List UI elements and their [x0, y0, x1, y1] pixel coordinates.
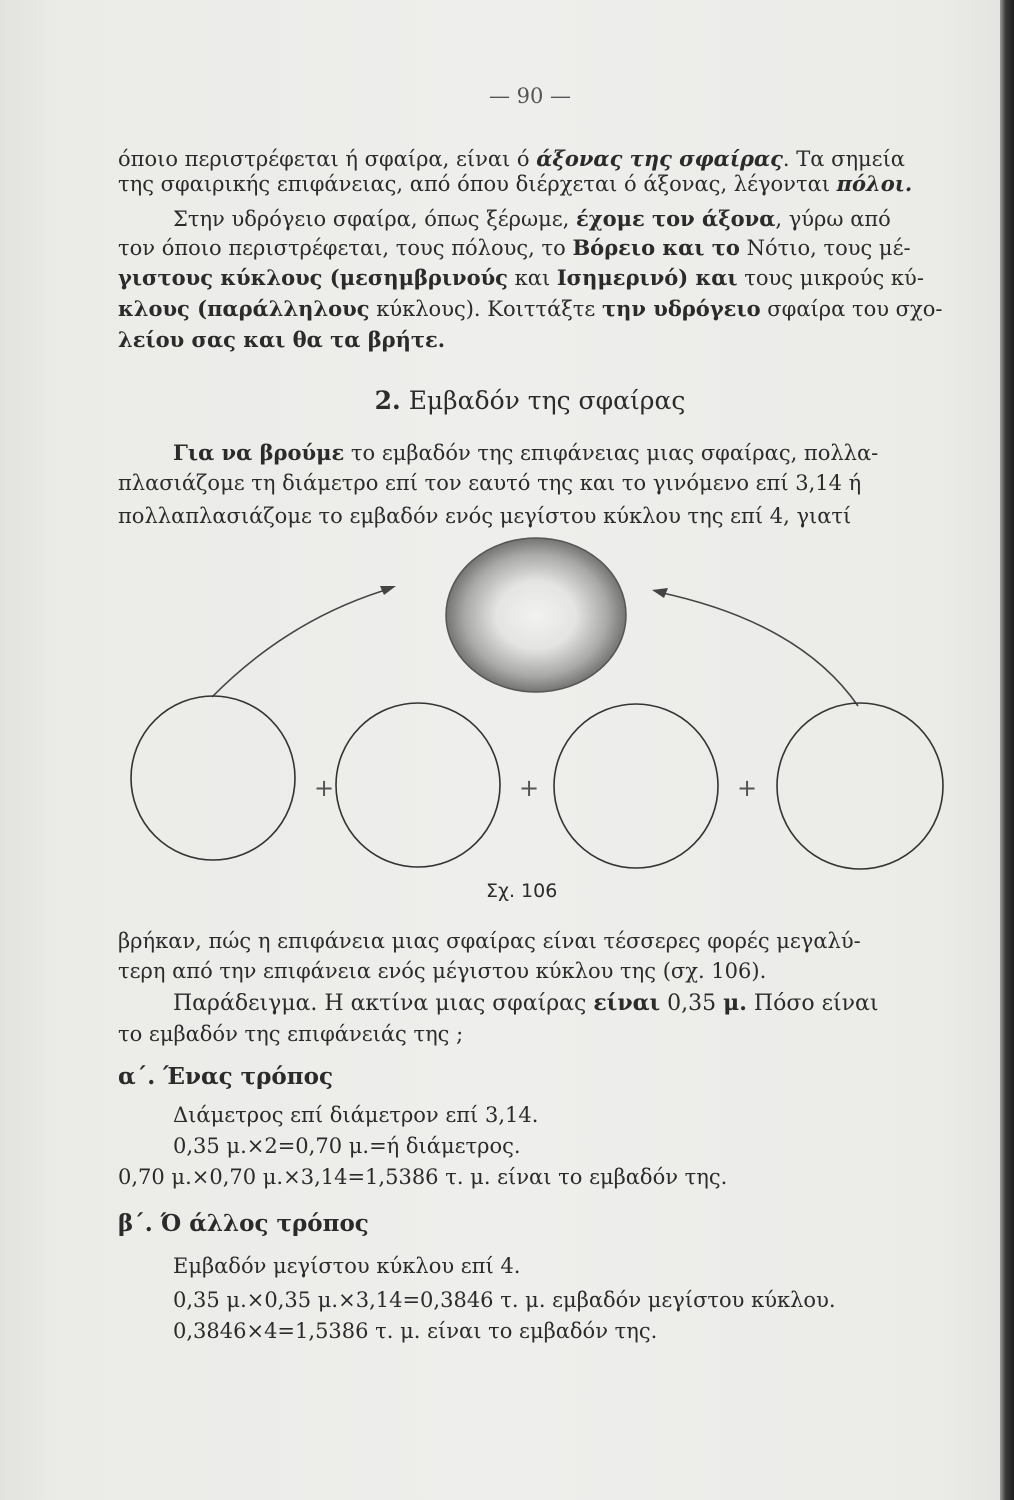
method-a-line-3: 0,70 μ.×0,70 μ.×3,14=1,5386 τ. μ. είναι το εμβαδόν της.	[118, 1165, 728, 1189]
intro-line-5: γιστους κύκλους (μεσημβρινούς και Ισημερινό) και τους μικρούς κύ-	[118, 265, 924, 290]
example-line-2: το εμβαδόν της επιφάνειάς της ;	[118, 1022, 464, 1046]
intro-line-4: τον όποιο περιστρέφεται, τους πόλους, το Βόρειο και το Νότιο, τους μέ-	[118, 235, 911, 260]
method-b-heading: β΄. Ό άλλος τρόπος	[118, 1210, 369, 1237]
great-circle-1	[131, 696, 295, 860]
intro-line-2: της σφαιρικής επιφάνειας, από όπου διέρχεται ό άξονας, λέγονται πόλοι.	[118, 171, 913, 196]
method-b-line-2: 0,35 μ.×0,35 μ.×3,14=0,3846 τ. μ. εμβαδόν μεγίστου κύκλου.	[173, 1288, 836, 1312]
sphere	[446, 538, 626, 692]
method-b-line-3: 0,3846×4=1,5386 τ. μ. είναι το εμβαδόν της.	[173, 1319, 658, 1343]
intro-line-3: Στην υδρόγειο σφαίρα, όπως ξέρωμε, έχομε τον άξονα, γύρω από	[173, 206, 891, 231]
great-circle-2	[336, 703, 500, 867]
method-a-line-2: 0,35 μ.×2=0,70 μ.=ή διάμετρος.	[173, 1134, 521, 1158]
para2-line-1: βρήκαν, πώς η επιφάνεια μιας σφαίρας είναι τέσσερες φορές μεγαλύ-	[118, 929, 861, 953]
page-number: — 90 —	[488, 84, 572, 108]
left-arrow-arc	[212, 588, 392, 697]
method-a-line-1: Διάμετρος επί διάμετρον επί 3,14.	[173, 1103, 539, 1127]
intro-line-1: όποιο περιστρέφεται ή σφαίρα, είναι ό άξονας της σφαίρας. Τα σημεία	[118, 146, 905, 171]
intro-line-7: λείου σας και θα τα βρήτε.	[118, 327, 446, 352]
figure-caption: Σχ. 106	[486, 880, 558, 902]
plus-sign-3: +	[737, 774, 758, 802]
book-spine	[1000, 0, 1014, 1500]
right-arrow-arc	[658, 592, 858, 706]
method-b-line-1: Εμβαδόν μεγίστου κύκλου επί 4.	[173, 1254, 521, 1278]
para1-line-1: Για να βρούμε το εμβαδόν της επιφάνειας μιας σφαίρας, πολλα-	[173, 440, 879, 465]
section-title: 2. Εμβαδόν της σφαίρας	[374, 386, 686, 415]
left-arrowhead	[380, 586, 396, 595]
right-arrowhead	[652, 588, 668, 598]
example-line-1: Παράδειγμα. Η ακτίνα μιας σφαίρας είναι 0,35 μ. Πόσο είναι	[173, 990, 879, 1016]
plus-sign-2: +	[519, 774, 540, 802]
para1-line-3: πολλαπλασιάζομε το εμβαδόν ενός μεγίστου κύκλου της επί 4, γιατί	[118, 504, 852, 528]
great-circle-3	[554, 704, 718, 868]
great-circle-4	[777, 703, 943, 869]
method-a-heading: α΄. Ένας τρόπος	[118, 1063, 333, 1090]
para1-line-2: πλασιάζομε τη διάμετρο επί τον εαυτό της και το γινόμενο επί 3,14 ή	[118, 471, 862, 495]
intro-line-6: κλους (παράλληλους κύκλους). Κοιττάξτε την υδρόγειο σφαίρα του σχο-	[118, 296, 943, 321]
plus-sign-1: +	[314, 774, 335, 802]
para2-line-2: τερη από την επιφάνεια ενός μέγιστου κύκλου της (σχ. 106).	[118, 959, 767, 983]
